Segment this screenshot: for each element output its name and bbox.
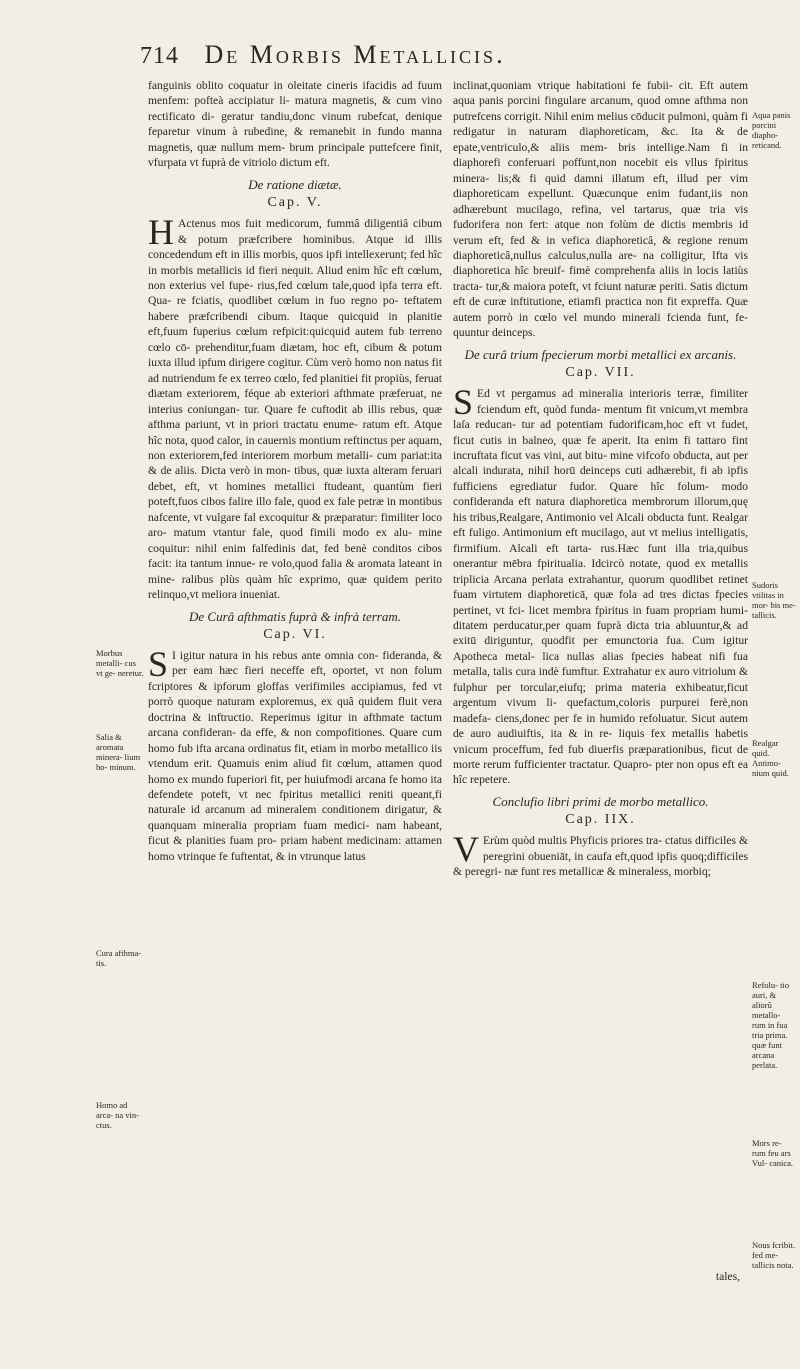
paragraph-text: Erùm quòd multis Phyficis priores tra- ctatus difficiles & peregrini obueniāt, in caufa eft,quod ipfis quoq;difficiles & peregri- næ funt res metallicæ & mineraless, morbiq;: [453, 834, 748, 879]
margin-note: Morbus metalli- cus vt ge- neretur.: [96, 648, 144, 678]
margin-note: Salia & aromata minera- lium ho- minum.: [96, 732, 141, 772]
running-header: [140, 40, 660, 70]
margin-note: Homo ad arca- na vin- ctus.: [96, 1100, 139, 1130]
paragraph: fanguinis oblito coquatur in oleitate cineris ifacidis ad fuum menfem: pofteà accipiatur li- matura magnetis, & cum vino rectificato di- geratur tandiu,donc vinum rubefcat, denique feparetur vinum à rubedine, & remanebit in fundo manna magnetis, quæ nullum mem- brum principale puttefcere finit, vfurpata vt fuprà de vitriolo dictum eft.: [148, 79, 442, 170]
paragraph: [453, 382, 748, 788]
chapter-label: Cap. VI.: [263, 626, 327, 642]
section-heading: De Curâ afthmatis fuprà & infrà terram.: [189, 608, 401, 624]
section-heading: Conclufio libri primi de morbo metallico.: [492, 793, 709, 809]
paragraph-text: Ed vt pergamus ad mineralia interioris terræ, fimiliter fciendum eft, quòd funda- mentum fit vnicum,vt membra laſa reducan- tur ad potentiam fudorificam,hoc eft vt fudet, ficut cutis in balneo, quæ fe aperit. Ita enim fi tattaro fint incruftata ficut vas vini, aut bitu- mine vifcofo obducta, aut per alcali indurata, nihil horū deinceps cuti adhærebit, fi ab ipfis fufficiens egrediatur fudor. Quare hîc folum- modo confideranda eft natura diaphoretica membrorum illorum,quę his tribus,Realgare, Antimonio vel Alcali obducta funt. Realgar eft fuligo. Antimonium eft mucilago, aut vt melius intelligatis, firmifium. Alcali eft tarta- rus.Hæc funt illa tria,quibus onerantur mēbra fpiritualia. Idcircò notate, quod ex metallis triplicia Arcana perlata extrahantur, quorum quodlibet retinet fuam virtutem diaphoreticā, quæ fola ad tres dictas fpecies pertinet, vt fci- licet membra fpiritus in fuam propriam humi- ditatem perducatur,per quam fuprà dicta tria abluuntur,& ad exitū diriguntur, quodfit per emunctoria fua. Cum igitur Apotheca metal- lica nullas alias fpecies habeat nifi fua metalla, talis cura indè fumftur. Extrahatur ex auro vitriolum & fulphur per torcular,eiufq; prima materia exhibeatur,ficut argentum vivum li- quefactum,coloris purpurei ferè,non madefa- ciens,donec per fe in humido refoluatur. Sicut autem de auro audiuiftis, ita & in re- liquis fex metallis habetis vnicum proceffum, fed fub diuerfis præparationibus, ficut de morte rerum fufficienter tractatur. Quapro- pter non opus eft ea hîc repetere.: [453, 387, 748, 787]
margin-note: Nous fcribit. fed me- tallicis nota.: [752, 1240, 795, 1270]
paragraph: [148, 212, 442, 602]
running-title: De Morbis Metallicis.: [204, 40, 506, 69]
chapter-label: Cap. VII.: [565, 364, 636, 380]
margin-note: Sudoris vtilitas in mor- bis me- tallicis.: [752, 580, 796, 620]
drop-cap: S: [453, 382, 474, 423]
chapter-label: Cap. IIX.: [565, 811, 636, 827]
drop-cap: S: [148, 643, 169, 684]
chapter-label: Cap. V.: [267, 194, 323, 210]
margin-note: Mors re- rum feu ars Vul- canica.: [752, 1138, 794, 1168]
page-number: 714: [140, 43, 179, 69]
drop-cap: H: [148, 212, 174, 253]
paragraph: [453, 829, 748, 879]
margin-note: Aqua panis porcini diapho- reticand.: [752, 110, 791, 150]
paragraph: [148, 643, 442, 864]
section-heading: De ratione diætæ.: [248, 176, 342, 192]
catchword: tales,: [715, 1270, 740, 1283]
margin-note: Cura afthma- tis.: [96, 948, 142, 968]
paragraph-text: I igitur natura in his rebus ante omnia con- fideranda, & per eam hæc fieri neceffe eft, oportet, vt non folum fcriptores & ipforum gloffas verifimiles accipiamus, fed vt porrò quoque naturam exploremus, ex quâ quidem fluit vera doctrina & inftructio. Reperimus igitur in afthmate tactum arcana confideran- da effe, & non compofitiones. Quare cum homo fub ifta arcana ordinatus fit, etiam in morbo metallico iis vtendum erit. Quamuis enim aliud fit cœlum, attamen quod homo ex mundo fuperiori fit, per huiufmodi arcana fe homo ita defendete poteft, vt nec fpiritus metallici reniti queant,fi naturale id arcanum ad mineralem conditionem dirigatur, & quanquam mineralia propriam fuam medici- nam habeant, ficut & planities fuam pro- priam habent medicinam: attamen homo vtrinque fe fuftentat, & in vtrunque latus: [148, 648, 442, 863]
right-column: [453, 78, 748, 880]
paragraph-text: Actenus mos fuit medicorum, fummâ diligentiâ cibum & potum præfcribere hominibus. Atque id illis concedendum eft in illis morbis, quos ipfi intellexerunt; fed hîc in morbis metallicis id fieri nequit. Aliud enim hîc eft cœlum, non exterius vel fupe- rius,fed cœlum tale,quod ipfa terra eft. Qua- re fciatis, quodlibet cœlum in fuo regno po- teftatem habere præfcribendi cibum. Itaque quicquid in planitie eft,fuum fuperius cœlum refpicit:quicquid autem fub terreno cœlo cō- prehenditur,fuam diætam, hoc eft, cibum & potum iuxta illud ipfum dirigere cogitur. Cùm verò homo non natus fit ad nutriendum fe ex terreo cœlo, fed planitiei fit propiùs, feruat diætam exteriorem, féque ab exteriori afthmate præferuat, ne interius coniungan- tur. Quare fe cuftodit ab illis rebus, quæ afthma pariunt, vt in priori tractatu enume- ratum eft. Atque hîc nota, quod calor, in cauernis montium reftinctus per aquam, non exteriorem,fed interiorem morbum metalli- cum pariat:ita & de aliis. Dicta verò in mon- tibus, quæ iuxta alteram feruari debet, eft, vt homines metallici ftudeant, quantùm fieri poteft,fuos cibos falire illo fale, quod ex fale petræ in montibus nafcente, vt vulgare fal excoquitur & præparatur: fimiliter loco aro- matum vtantur fale, quod fimili modo ex alu- mine coquitur: nihil enim falfedinis dat, fed benè conditos cibos facit: ita tantum innue- re volo,quod falia & aromata lateant in mine- ralibus plùs quàm hîc exprimo, quæ quidem perito relinquo,vt meliora inueniat.: [148, 217, 442, 602]
margin-note: Refolu- tio auri, & aliorū metallo- rum in fua tria prima. quæ funt arcana perlata.: [752, 980, 790, 1070]
margin-note: Realgar quid. Antimo- nium quid.: [752, 738, 789, 778]
left-column: [148, 78, 442, 864]
section-heading: De curâ trium fpecierum morbi metallici ex arcanis.: [464, 346, 737, 362]
paragraph: inclinat,quoniam vtrique habitationi fe fubii- cit. Eft autem aqua panis porcini fingulare arcanum, quod omne afthma non putrefcens corrigit. Nihil enim melius cōducit pulmoni, quàm fi redigatur in naturam diaphoreticam, &c. Ita & de epate,ventriculo,& aliis mem- bris intellige.Nam fi in diaphorefi conferuari poffunt,non nocebit eis vllus fpiritus minera- lis;& fi quid damni illatum eft, illud per vim diaphoreticam expellunt. Quæcunque enim fudant,iis non adhærebunt mucilago, refina, vel tartarus, quæ tria vis fudorifera non fert: atque non folùm de dictis membris id verum eft, fed & in vefica diaphoreticâ, & regione renum diaphoreticâ,nullus calculus,nulla are- na colligitur, Ifta vis diaphoretica hîc breuif- fimè comprehenfa aliis in locis latiùs tracta- tur,& maiora poteft, vt fciunt naturæ periti. Satis dictum eft de curæ inftitutione, etiamfi practica non fit expreffa. Quæ autem porrò in cœlo vel mundo minerali fcienda funt, fe- quuntur deinceps.: [453, 79, 748, 340]
drop-cap: V: [453, 829, 479, 870]
